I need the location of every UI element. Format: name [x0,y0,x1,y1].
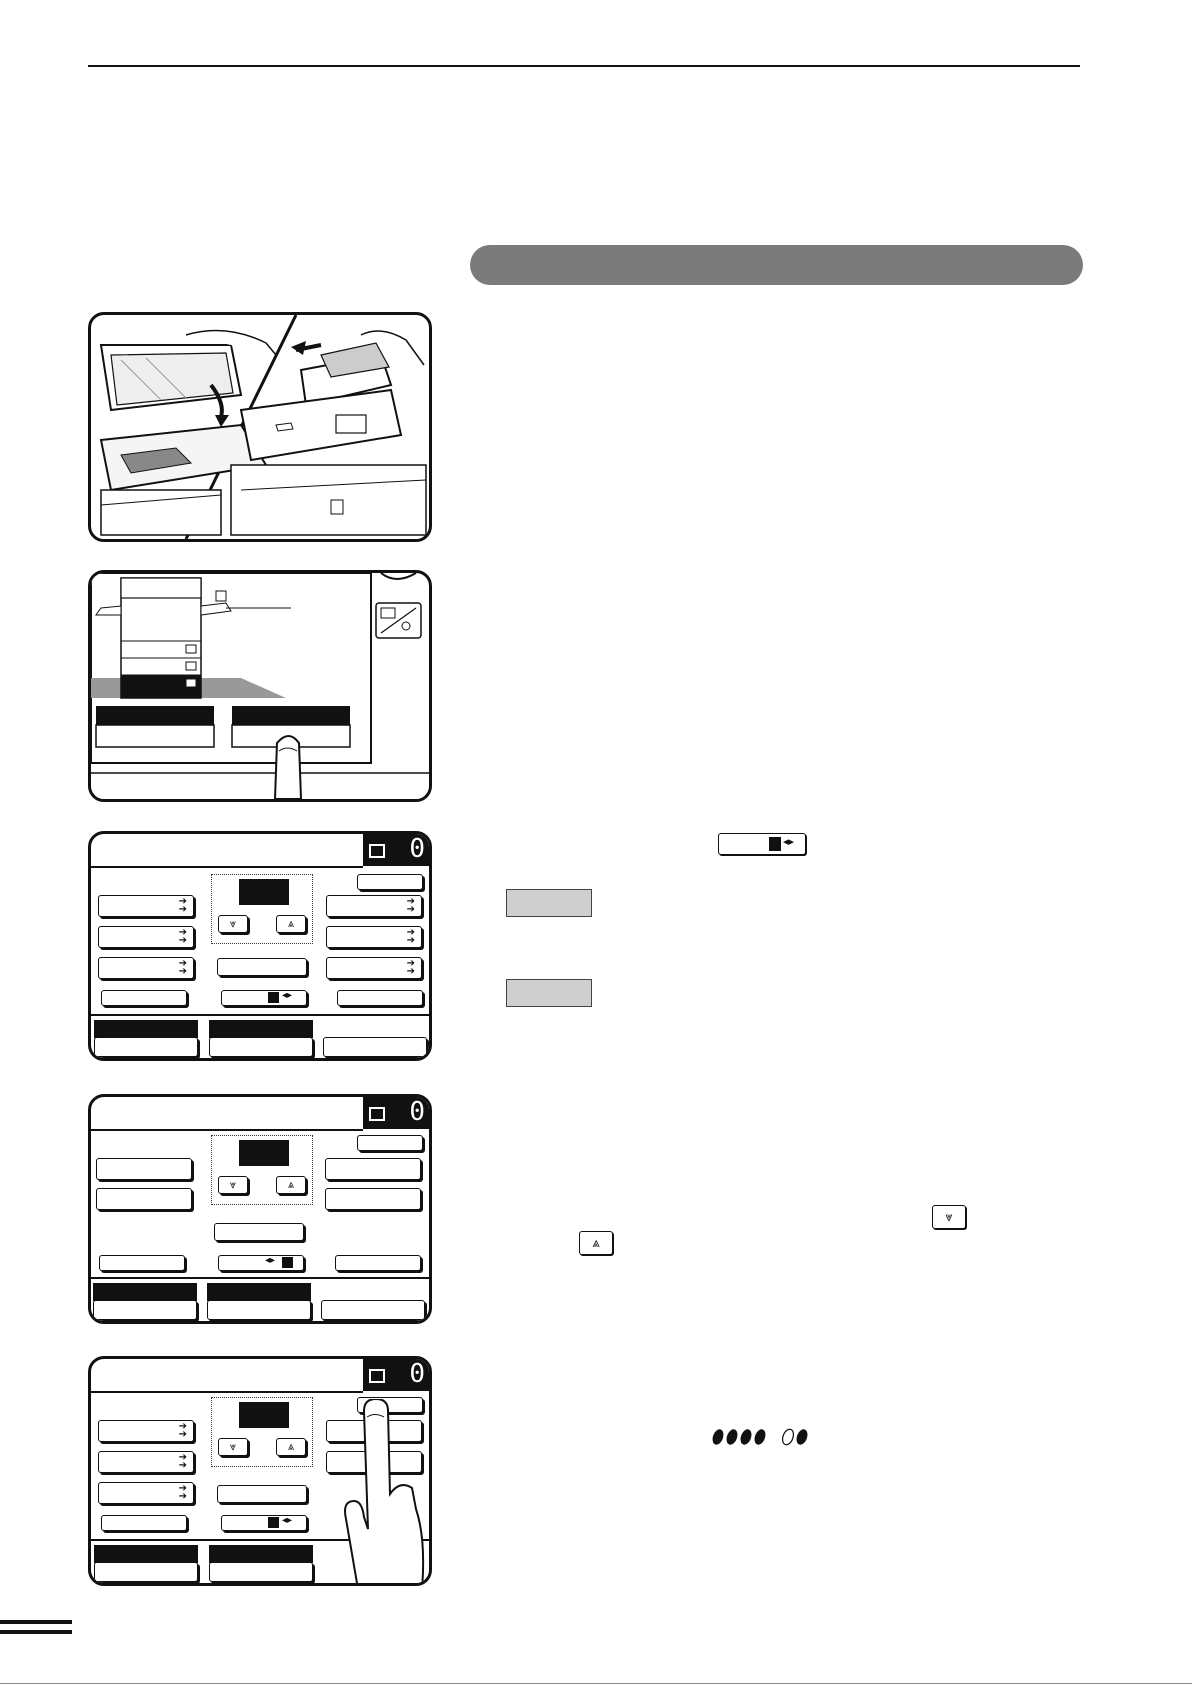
chevron-up-icon: ⩓ [287,1441,295,1453]
quantity-area [211,874,313,944]
bottom-right-button[interactable] [337,990,423,1006]
screen-divider [91,1129,363,1131]
arrow-icon: ➔ ➔ [178,958,187,977]
copy-counter: 0 [363,1097,429,1129]
copy-screen-press [88,1356,432,1586]
footer-rule [0,1683,1192,1684]
special-modes-button[interactable] [357,1135,423,1151]
tab-1[interactable] [93,1300,197,1320]
chevron-down-icon: ⩔ [229,1441,237,1453]
right-mode-button-1[interactable] [326,895,422,917]
copy-counter: 0 [363,834,429,866]
color-mode-icon [282,1257,293,1268]
copy-screen-bw [88,831,432,1061]
left-mode-button-1[interactable] [98,895,194,917]
left-mode-button-2[interactable] [96,1188,192,1210]
quantity-area [211,1135,313,1205]
color-mode-button[interactable] [221,1515,307,1531]
increase-button[interactable] [276,1176,306,1194]
tab-2-label [209,1545,313,1563]
tab-3[interactable] [321,1300,425,1320]
decrease-button[interactable] [218,915,248,933]
decrease-button[interactable] [218,1176,248,1194]
right-mode-button-2[interactable] [325,1188,421,1210]
copy-counter-icon [369,1369,385,1383]
center-button[interactable] [214,1223,304,1241]
chevron-up-icon: ⩓ [287,918,295,930]
arrow-icon: ➔ ➔ [178,1421,187,1440]
decrease-button[interactable] [218,1438,248,1456]
tab-1-label [94,1545,198,1563]
gray-key-2 [506,979,592,1007]
center-button[interactable] [217,958,307,976]
tab-2[interactable] [209,1037,313,1057]
increase-button[interactable] [276,915,306,933]
arrow-pair-icon: ◂▸ [282,1515,293,1526]
color-mode-key-inline [718,833,806,855]
page-tab-line-1 [0,1620,72,1624]
arrow-icon: ➔ ➔ [406,927,415,946]
arrow-pair-icon: ◂▸ [282,990,293,1001]
chevron-down-icon: ⩔ [945,1209,953,1224]
arrow-pair-icon: ◂▸ [265,1255,276,1266]
left-mode-button-2[interactable] [98,1451,194,1473]
special-modes-button[interactable] [357,874,423,890]
decrease-key-inline [932,1205,966,1229]
header-rule [88,65,1080,67]
right-mode-button-1[interactable] [325,1158,421,1180]
arrow-icon: ➔ ➔ [406,896,415,915]
tab-2[interactable] [207,1300,311,1320]
bottom-left-button[interactable] [101,990,187,1006]
tab-1[interactable] [94,1562,198,1582]
page-tab-line-2 [0,1630,72,1634]
bottom-right-button[interactable] [335,1255,421,1271]
tab-area-rule [91,1277,429,1279]
right-mode-button-2[interactable] [326,926,422,948]
copy-counter-icon [369,844,385,858]
tab-3[interactable] [323,1037,427,1057]
increase-button[interactable] [276,1438,306,1456]
screen-divider [91,866,363,868]
finger-icon [336,1399,429,1586]
arrow-icon: ➔ ➔ [178,927,187,946]
arrow-icon: ➔ ➔ [178,896,187,915]
copy-counter: 0 [363,1359,429,1391]
tab-area-rule [91,1014,429,1016]
quantity-display [239,1140,289,1166]
tab-1-label [94,1020,198,1038]
right-mode-button-3[interactable] [326,957,422,979]
color-mode-icon [268,1517,279,1528]
increase-key-inline [579,1231,613,1255]
left-mode-button-3[interactable] [98,957,194,979]
original-placement-illustration [88,312,432,542]
chevron-up-icon: ⩓ [592,1235,600,1250]
arrow-icon: ➔ ➔ [406,958,415,977]
color-mode-icon [769,837,781,851]
color-mode-button[interactable] [221,990,307,1006]
arrow-icon: ➔ ➔ [178,1483,187,1502]
section-heading-bar [470,245,1083,285]
indicator-lamps [708,1426,814,1448]
copy-counter-icon [369,1107,385,1121]
tab-2-label [207,1283,311,1301]
screen-divider [91,1391,363,1393]
left-mode-button-3[interactable] [98,1482,194,1504]
chevron-down-icon: ⩔ [229,918,237,930]
tab-2-label [209,1020,313,1038]
arrow-pair-icon: ◂▸ [783,836,795,848]
left-mode-button-1[interactable] [98,1420,194,1442]
left-mode-button-2[interactable] [98,926,194,948]
tab-1-label [93,1283,197,1301]
color-mode-icon [268,992,279,1003]
tab-1[interactable] [94,1037,198,1057]
gray-key-1 [506,889,592,917]
arrow-icon: ➔ ➔ [178,1452,187,1471]
tab-2[interactable] [209,1562,313,1582]
quantity-display [239,1402,289,1428]
chevron-up-icon: ⩓ [287,1179,295,1191]
quantity-area [211,1397,313,1467]
left-mode-button-1[interactable] [96,1158,192,1180]
quantity-display [239,879,289,905]
chevron-down-icon: ⩔ [229,1179,237,1191]
touch-panel-machine-screen [88,570,432,802]
copy-screen-color [88,1094,432,1324]
bottom-left-button[interactable] [101,1515,187,1531]
center-button[interactable] [217,1485,307,1503]
bottom-left-button[interactable] [99,1255,185,1271]
color-mode-button[interactable] [218,1255,304,1271]
